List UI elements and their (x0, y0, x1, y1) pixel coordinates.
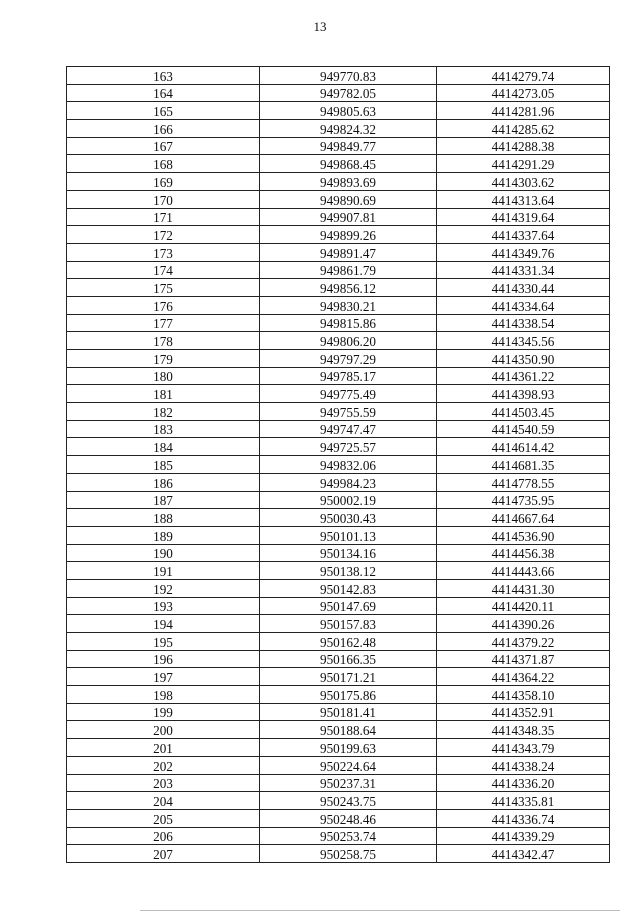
point-number-cell: 206 (67, 827, 260, 845)
point-number-cell: 194 (67, 615, 260, 633)
x-coordinate-cell: 949893.69 (260, 173, 437, 191)
point-number-cell: 181 (67, 385, 260, 403)
y-coordinate-cell: 4414348.35 (437, 721, 610, 739)
point-number-cell: 173 (67, 243, 260, 261)
table-row (67, 385, 610, 403)
table-row (67, 526, 610, 544)
y-coordinate-cell: 4414285.62 (437, 120, 610, 138)
point-number-cell: 168 (67, 155, 260, 173)
table-row (67, 703, 610, 721)
x-coordinate-cell: 949830.21 (260, 296, 437, 314)
x-coordinate-cell: 950162.48 (260, 633, 437, 651)
point-number-cell: 196 (67, 650, 260, 668)
y-coordinate-cell: 4414431.30 (437, 579, 610, 597)
point-number-cell: 193 (67, 597, 260, 615)
point-number-cell: 177 (67, 314, 260, 332)
y-coordinate-cell: 4414390.26 (437, 615, 610, 633)
x-coordinate-cell: 950258.75 (260, 845, 437, 863)
point-number-cell: 190 (67, 544, 260, 562)
x-coordinate-cell: 950138.12 (260, 562, 437, 580)
x-coordinate-cell: 949775.49 (260, 385, 437, 403)
x-coordinate-cell: 949890.69 (260, 190, 437, 208)
table-row (67, 633, 610, 651)
table-row (67, 756, 610, 774)
x-coordinate-cell: 950224.64 (260, 756, 437, 774)
table-row (67, 420, 610, 438)
x-coordinate-cell: 950248.46 (260, 809, 437, 827)
table-row (67, 173, 610, 191)
x-coordinate-cell: 949785.17 (260, 367, 437, 385)
point-number-cell: 205 (67, 809, 260, 827)
point-number-cell: 169 (67, 173, 260, 191)
x-coordinate-cell: 950181.41 (260, 703, 437, 721)
x-coordinate-cell: 950002.19 (260, 491, 437, 509)
x-coordinate-cell: 949832.06 (260, 456, 437, 474)
x-coordinate-cell: 950166.35 (260, 650, 437, 668)
page-number: 13 (313, 19, 327, 34)
y-coordinate-cell: 4414319.64 (437, 208, 610, 226)
x-coordinate-cell: 950134.16 (260, 544, 437, 562)
table-row (67, 473, 610, 491)
point-number-cell: 186 (67, 473, 260, 491)
point-number-cell: 201 (67, 739, 260, 757)
table-row (67, 544, 610, 562)
table-row (67, 279, 610, 297)
table-row (67, 792, 610, 810)
point-number-cell: 188 (67, 509, 260, 527)
coordinates-table (66, 66, 610, 863)
point-number-cell: 191 (67, 562, 260, 580)
coordinates-table-body (67, 67, 610, 863)
y-coordinate-cell: 4414379.22 (437, 633, 610, 651)
y-coordinate-cell: 4414681.35 (437, 456, 610, 474)
y-coordinate-cell: 4414371.87 (437, 650, 610, 668)
y-coordinate-cell: 4414336.20 (437, 774, 610, 792)
y-coordinate-cell: 4414281.96 (437, 102, 610, 120)
y-coordinate-cell: 4414291.29 (437, 155, 610, 173)
x-coordinate-cell: 949984.23 (260, 473, 437, 491)
x-coordinate-cell: 950253.74 (260, 827, 437, 845)
point-number-cell: 176 (67, 296, 260, 314)
y-coordinate-cell: 4414420.11 (437, 597, 610, 615)
y-coordinate-cell: 4414273.05 (437, 84, 610, 102)
table-row (67, 261, 610, 279)
y-coordinate-cell: 4414303.62 (437, 173, 610, 191)
table-row (67, 403, 610, 421)
x-coordinate-cell: 949849.77 (260, 137, 437, 155)
table-row (67, 615, 610, 633)
point-number-cell: 202 (67, 756, 260, 774)
table-row (67, 226, 610, 244)
table-row (67, 332, 610, 350)
y-coordinate-cell: 4414345.56 (437, 332, 610, 350)
point-number-cell: 170 (67, 190, 260, 208)
x-coordinate-cell: 949907.81 (260, 208, 437, 226)
table-row (67, 721, 610, 739)
y-coordinate-cell: 4414331.34 (437, 261, 610, 279)
point-number-cell: 180 (67, 367, 260, 385)
x-coordinate-cell: 950147.69 (260, 597, 437, 615)
table-row (67, 579, 610, 597)
y-coordinate-cell: 4414343.79 (437, 739, 610, 757)
table-row (67, 350, 610, 368)
point-number-cell: 187 (67, 491, 260, 509)
point-number-cell: 189 (67, 526, 260, 544)
y-coordinate-cell: 4414338.24 (437, 756, 610, 774)
y-coordinate-cell: 4414614.42 (437, 438, 610, 456)
table-row (67, 190, 610, 208)
y-coordinate-cell: 4414334.64 (437, 296, 610, 314)
point-number-cell: 183 (67, 420, 260, 438)
table-row (67, 102, 610, 120)
y-coordinate-cell: 4414540.59 (437, 420, 610, 438)
scan-edge-divider (140, 910, 620, 911)
table-row (67, 827, 610, 845)
x-coordinate-cell: 949782.05 (260, 84, 437, 102)
y-coordinate-cell: 4414443.66 (437, 562, 610, 580)
table-row (67, 67, 610, 85)
point-number-cell: 167 (67, 137, 260, 155)
y-coordinate-cell: 4414352.91 (437, 703, 610, 721)
y-coordinate-cell: 4414337.64 (437, 226, 610, 244)
x-coordinate-cell: 950157.83 (260, 615, 437, 633)
point-number-cell: 164 (67, 84, 260, 102)
x-coordinate-cell: 950175.86 (260, 686, 437, 704)
x-coordinate-cell: 949797.29 (260, 350, 437, 368)
table-row (67, 668, 610, 686)
x-coordinate-cell: 949891.47 (260, 243, 437, 261)
table-row (67, 296, 610, 314)
table-row (67, 597, 610, 615)
y-coordinate-cell: 4414335.81 (437, 792, 610, 810)
y-coordinate-cell: 4414350.90 (437, 350, 610, 368)
x-coordinate-cell: 950199.63 (260, 739, 437, 757)
x-coordinate-cell: 950171.21 (260, 668, 437, 686)
y-coordinate-cell: 4414735.95 (437, 491, 610, 509)
point-number-cell: 165 (67, 102, 260, 120)
table-row (67, 84, 610, 102)
point-number-cell: 172 (67, 226, 260, 244)
x-coordinate-cell: 950030.43 (260, 509, 437, 527)
x-coordinate-cell: 949861.79 (260, 261, 437, 279)
y-coordinate-cell: 4414339.29 (437, 827, 610, 845)
point-number-cell: 179 (67, 350, 260, 368)
y-coordinate-cell: 4414358.10 (437, 686, 610, 704)
x-coordinate-cell: 949805.63 (260, 102, 437, 120)
x-coordinate-cell: 949824.32 (260, 120, 437, 138)
y-coordinate-cell: 4414536.90 (437, 526, 610, 544)
y-coordinate-cell: 4414364.22 (437, 668, 610, 686)
x-coordinate-cell: 949815.86 (260, 314, 437, 332)
point-number-cell: 203 (67, 774, 260, 792)
point-number-cell: 174 (67, 261, 260, 279)
y-coordinate-cell: 4414338.54 (437, 314, 610, 332)
table-row (67, 438, 610, 456)
y-coordinate-cell: 4414288.38 (437, 137, 610, 155)
point-number-cell: 175 (67, 279, 260, 297)
y-coordinate-cell: 4414778.55 (437, 473, 610, 491)
x-coordinate-cell: 949747.47 (260, 420, 437, 438)
y-coordinate-cell: 4414313.64 (437, 190, 610, 208)
x-coordinate-cell: 950188.64 (260, 721, 437, 739)
table-row (67, 243, 610, 261)
table-row (67, 509, 610, 527)
table-row (67, 208, 610, 226)
x-coordinate-cell: 949806.20 (260, 332, 437, 350)
table-row (67, 491, 610, 509)
table-row (67, 137, 610, 155)
point-number-cell: 178 (67, 332, 260, 350)
table-row (67, 774, 610, 792)
point-number-cell: 166 (67, 120, 260, 138)
point-number-cell: 200 (67, 721, 260, 739)
x-coordinate-cell: 950101.13 (260, 526, 437, 544)
x-coordinate-cell: 950237.31 (260, 774, 437, 792)
y-coordinate-cell: 4414279.74 (437, 67, 610, 85)
table-row (67, 456, 610, 474)
y-coordinate-cell: 4414342.47 (437, 845, 610, 863)
point-number-cell: 195 (67, 633, 260, 651)
point-number-cell: 171 (67, 208, 260, 226)
x-coordinate-cell: 949770.83 (260, 67, 437, 85)
y-coordinate-cell: 4414667.64 (437, 509, 610, 527)
point-number-cell: 163 (67, 67, 260, 85)
y-coordinate-cell: 4414361.22 (437, 367, 610, 385)
x-coordinate-cell: 949856.12 (260, 279, 437, 297)
point-number-cell: 182 (67, 403, 260, 421)
point-number-cell: 197 (67, 668, 260, 686)
table-row (67, 155, 610, 173)
table-row (67, 367, 610, 385)
table-row (67, 739, 610, 757)
point-number-cell: 207 (67, 845, 260, 863)
point-number-cell: 185 (67, 456, 260, 474)
y-coordinate-cell: 4414398.93 (437, 385, 610, 403)
y-coordinate-cell: 4414503.45 (437, 403, 610, 421)
table-row (67, 686, 610, 704)
x-coordinate-cell: 949868.45 (260, 155, 437, 173)
point-number-cell: 184 (67, 438, 260, 456)
y-coordinate-cell: 4414336.74 (437, 809, 610, 827)
table-row (67, 314, 610, 332)
y-coordinate-cell: 4414330.44 (437, 279, 610, 297)
table-row (67, 650, 610, 668)
table-row (67, 562, 610, 580)
x-coordinate-cell: 949725.57 (260, 438, 437, 456)
point-number-cell: 199 (67, 703, 260, 721)
table-row (67, 120, 610, 138)
y-coordinate-cell: 4414456.38 (437, 544, 610, 562)
x-coordinate-cell: 949755.59 (260, 403, 437, 421)
point-number-cell: 204 (67, 792, 260, 810)
y-coordinate-cell: 4414349.76 (437, 243, 610, 261)
point-number-cell: 198 (67, 686, 260, 704)
x-coordinate-cell: 950142.83 (260, 579, 437, 597)
x-coordinate-cell: 950243.75 (260, 792, 437, 810)
table-row (67, 845, 610, 863)
point-number-cell: 192 (67, 579, 260, 597)
x-coordinate-cell: 949899.26 (260, 226, 437, 244)
table-row (67, 809, 610, 827)
